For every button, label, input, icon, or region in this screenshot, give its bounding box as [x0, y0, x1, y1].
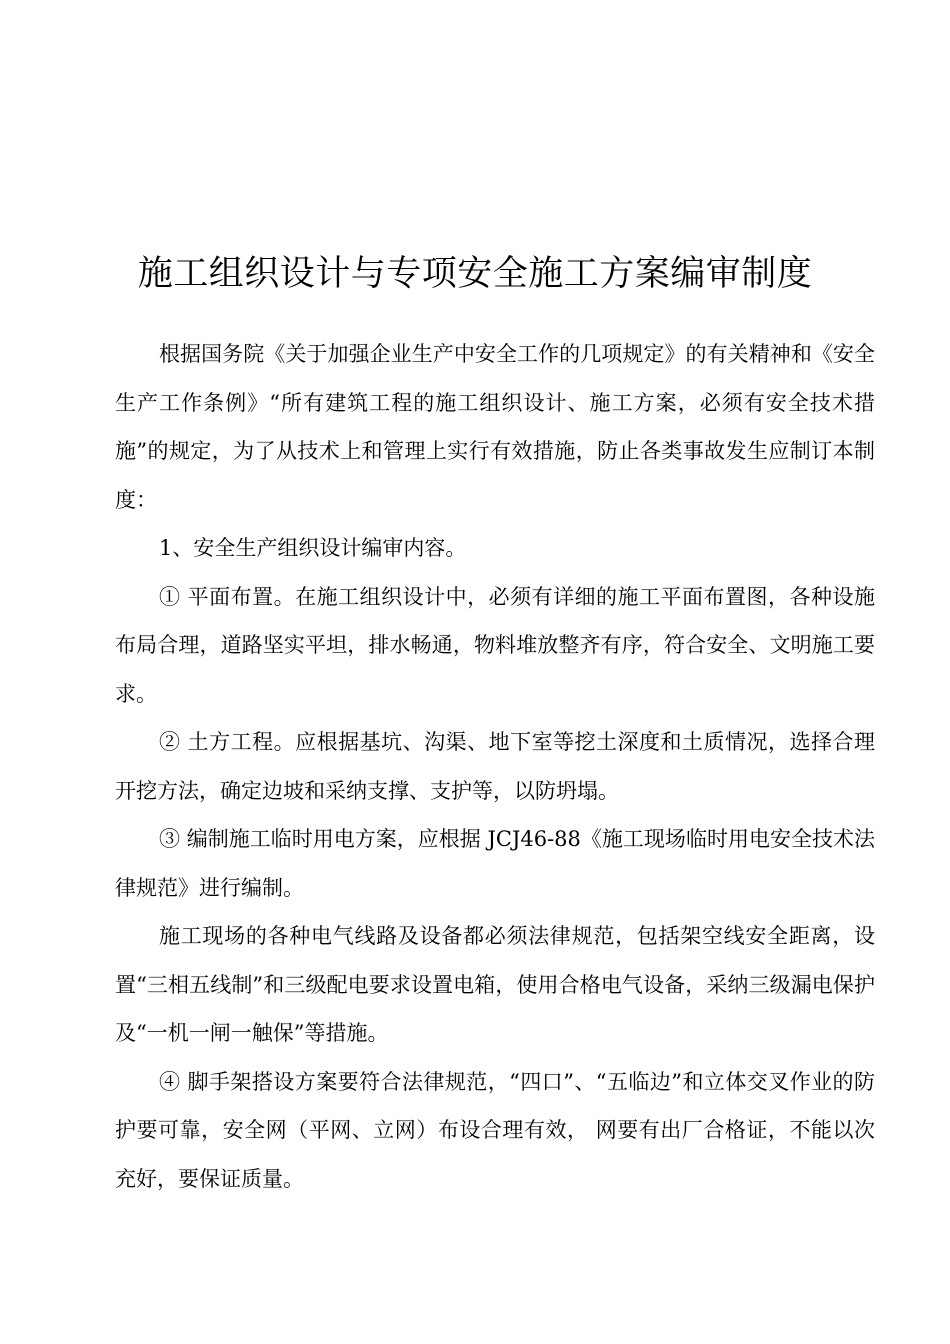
document-body	[115, 330, 875, 1203]
paragraph-electrical: 施工现场的各种电气线路及设备都必须法律规范，包括架空线安全距离，设置“三相五线制”和三级配电要求设置电箱，使用合格电气设备，采纳三级漏电保护及“一机一闸一触保”等措施。	[115, 924, 875, 1045]
paragraph-item-2: ② 土方工程。应根据基坑、沟渠、地下室等挖土深度和土质情况，选择合理开挖方法，确定边坡和采纳支撑、支护等，以防坍塌。	[115, 730, 875, 803]
paragraph-item-3: ③ 编制施工临时用电方案，应根据 JCJ46-88《施工现场临时用电安全技术法律规范》进行编制。	[115, 827, 875, 900]
document-title: 施工组织设计与专项安全施工方案编审制度	[137, 254, 813, 294]
paragraph-section-1: 1、安全生产组织设计编审内容。	[159, 536, 467, 560]
paragraph-item-1: ① 平面布置。在施工组织设计中，必须有详细的施工平面布置图，各种设施布局合理，道路坚实平坦，排水畅通，物料堆放整齐有序，符合安全、文明施工要求。	[115, 584, 875, 706]
paragraph-intro: 根据国务院《关于加强企业生产中安全工作的几项规定》的有关精神和《安全生产工作条例》“所有建筑工程的施工组织设计、施工方案，必须有安全技术措施”的规定，为了从技术上和管理上实行有效措施，防止各类事故发生应制订本制度：	[115, 342, 875, 512]
paragraph-item-4: ④ 脚手架搭设方案要符合法律规范，“四口”、“五临边”和立体交叉作业的防护要可靠，安全网（平网、立网）布设合理有效， 网要有出厂合格证，不能以次充好，要保证质量。	[115, 1069, 875, 1191]
